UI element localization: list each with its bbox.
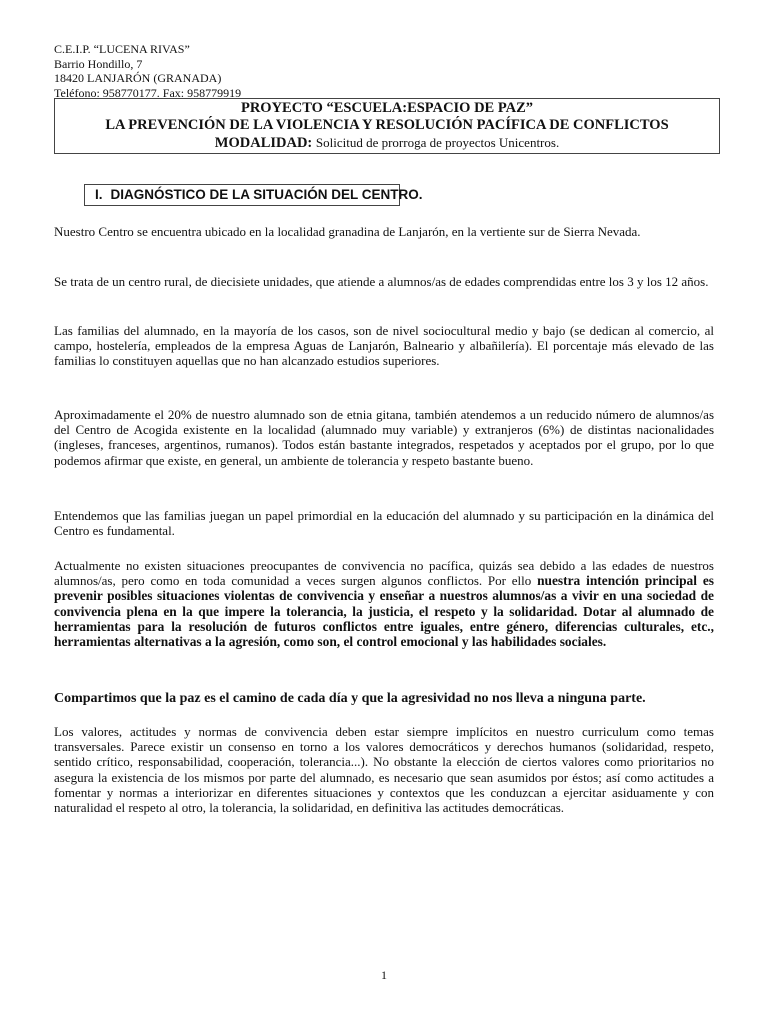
project-subtitle: LA PREVENCIÓN DE LA VIOLENCIA Y RESOLUCIÓN PACÍFICA DE CONFLICTOS <box>105 117 669 133</box>
paragraph-location: Nuestro Centro se encuentra ubicado en la localidad granadina de Lanjarón, en la vertiente sur de Sierra Nevada. <box>54 224 641 239</box>
project-title-box <box>54 98 720 154</box>
school-street: Barrio Hondillo, 7 <box>54 56 143 71</box>
project-title: PROYECTO “ESCUELA:ESPACIO DE PAZ” <box>240 100 534 116</box>
modality-text: Solicitud de prorroga de proyectos Unicentros. <box>315 135 560 150</box>
school-city: 18420 LANJARÓN (GRANADA) <box>54 71 222 85</box>
paragraph-families: Las familias del alumnado, en la mayoría de los casos, son de nivel sociocultural medio y bajo (se dedican al comercio, al campo, hostelería, empleados de la empresa Aguas de Lanjarón, Balneario y albañilería). El porcentaje más elevado de las familias lo constituyen aquellas que no han alcanzado estudios superiores. <box>54 323 714 369</box>
section-number: I. <box>95 187 103 202</box>
intention-statement: nuestra intención principal es prevenir posibles situaciones violentas de convivencia y enseñar a nuestros alumnos/as a vivir en una sociedad de convivencia plena en la que impere la tolerancia, la justicia, el respeto y la solidaridad. Dotar al alumnado de herramientas para la resolución de futuros conflictos entre iguales, entre género, diferencias culturales, etc., herramientas alternativas a la agresión, como son, el control emocional y las habilidades sociales. <box>54 573 714 650</box>
page-number: 1 <box>381 968 387 982</box>
modality-label: MODALIDAD: <box>214 135 313 151</box>
school-address-block <box>54 42 241 100</box>
paragraph-family-role: Entendemos que las familias juegan un papel primordial en la educación del alumnado y su participación en la dinámica del Centro es fundamental. <box>54 508 714 539</box>
paragraph-values: Los valores, actitudes y normas de convivencia deben estar siempre implícitos en nuestro curriculum como temas transversales. Parece existir un consenso en torno a los valores democráticos y derechos humanos (solidaridad, respeto, sentido crítico, responsabilidad, cooperación, tolerancia...). No obstante la elección de ciertos valores como prioritarios no asegura la existencia de los mismos por parte del alumnado, es necesario que sean asumidos por éstos; así como actitudes a fomentar y normas a interiorizar en diferentes situaciones y contextos que les conduzcan a ejercitar asiduamente y con naturalidad el respeto al otro, la tolerancia, la solidaridad, en definitiva las actitudes democráticas. <box>54 724 714 816</box>
section-title: DIAGNÓSTICO DE LA SITUACIÓN DEL CENTRO. <box>110 187 423 202</box>
intention-intro: Actualmente no existen situaciones preocupantes de convivencia no pacífica, quizás sea debido a las edades de nuestros alumnos/as, pero como en toda comunidad a veces surgen algunos conflictos. Por ello <box>54 558 714 589</box>
project-modality <box>55 134 719 152</box>
school-phone: Teléfono: 958770177. Fax: 958779919 <box>54 85 242 100</box>
peace-statement: Compartimos que la paz es el camino de cada día y que la agresividad no nos lleva a ninguna parte. <box>54 691 646 706</box>
paragraph-student-body: Aproximadamente el 20% de nuestro alumnado son de etnia gitana, también atendemos a un reducido número de alumnos/as del Centro de Acogida existente en la localidad (alumnado muy variable) y extranjeros (6%) de distintas nacionalidades (ingleses, franceses, argentinos, rumanos). Todos están bastante integrados, respetados y aceptados por el grupo, por lo que podemos afirmar que existe, en general, un ambiente de tolerancia y respeto bastante bueno. <box>54 407 714 468</box>
section-heading <box>84 184 423 206</box>
paragraph-intention <box>54 558 714 649</box>
paragraph-center-type: Se trata de un centro rural, de diecisiete unidades, que atiende a alumnos/as de edades comprendidas entre los 3 y los 12 años. <box>54 274 709 289</box>
school-name: C.E.I.P. “LUCENA RIVAS” <box>54 42 190 56</box>
